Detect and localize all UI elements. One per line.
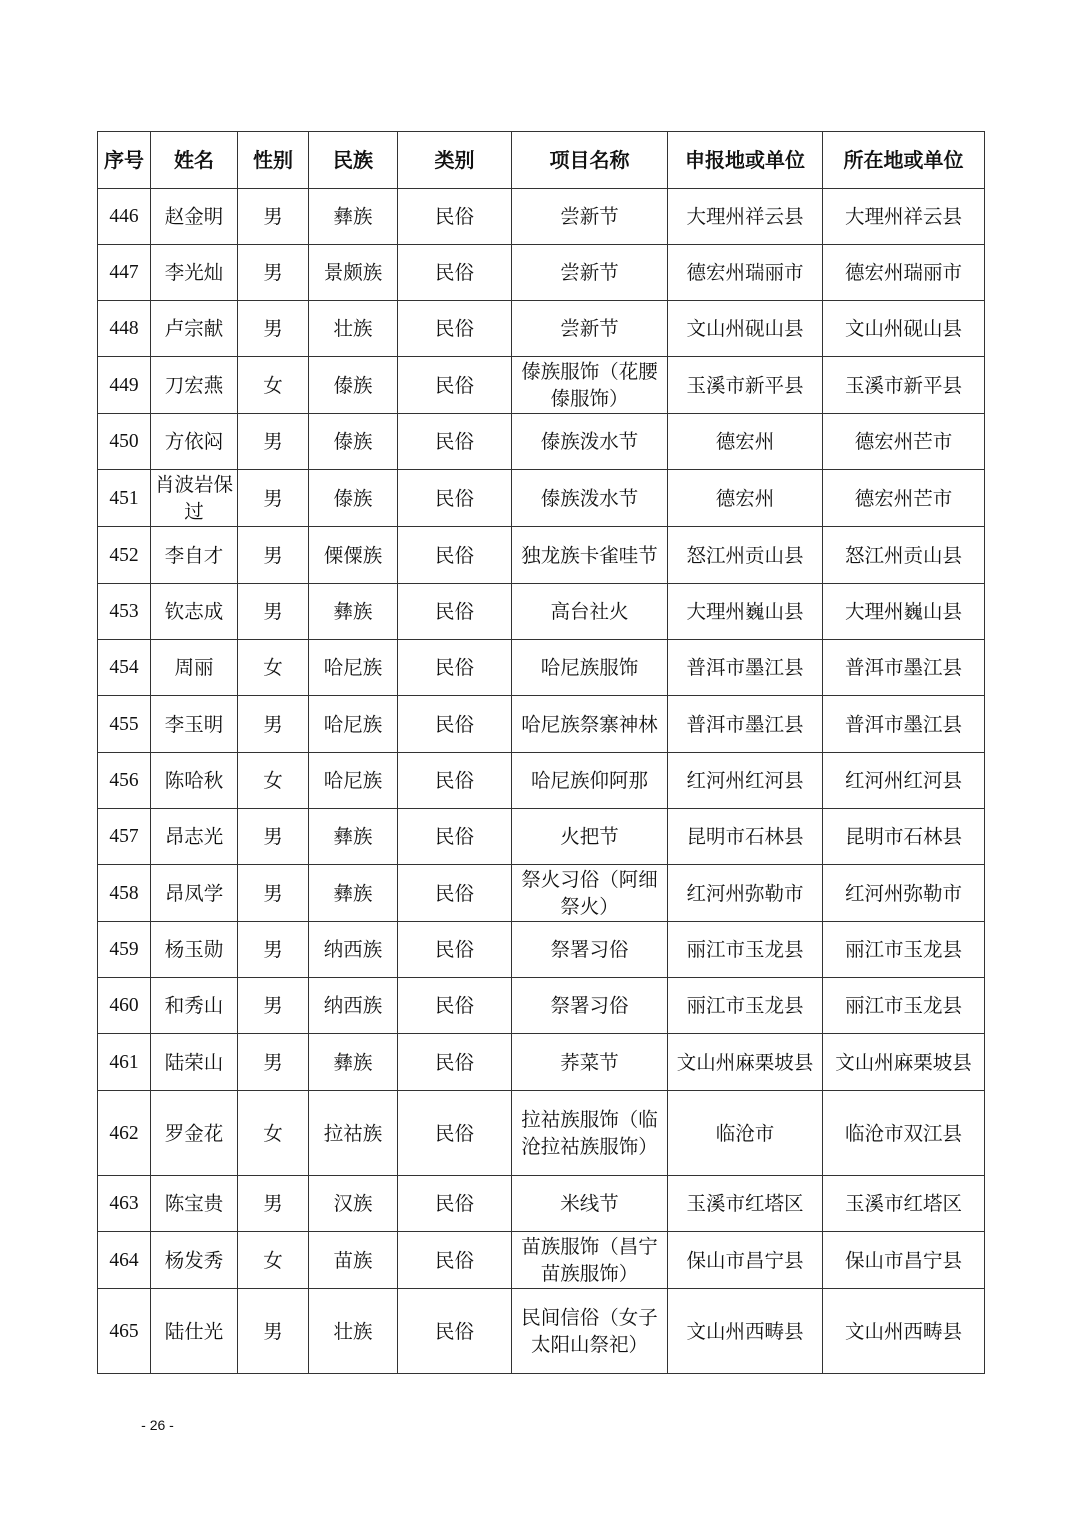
cell-ethnicity: 景颇族 [309,245,398,301]
cell-gender: 男 [238,1176,309,1232]
cell-number: 446 [98,189,151,245]
cell-number: 453 [98,584,151,640]
cell-name: 钦志成 [151,584,238,640]
cell-declared: 怒江州贡山县 [668,527,823,584]
roster-table [97,131,985,1374]
cell-name: 刀宏燕 [151,357,238,414]
cell-category: 民俗 [398,1091,512,1176]
table-row [98,809,985,865]
cell-name: 李玉明 [151,696,238,753]
cell-name: 陈哈秋 [151,753,238,809]
cell-category: 民俗 [398,922,512,978]
cell-name: 陆仕光 [151,1289,238,1374]
cell-name: 周丽 [151,640,238,696]
cell-declared: 临沧市 [668,1091,823,1176]
cell-ethnicity: 傣族 [309,414,398,470]
cell-number: 454 [98,640,151,696]
cell-location: 大理州巍山县 [823,584,985,640]
cell-name: 李光灿 [151,245,238,301]
cell-project: 尝新节 [512,189,668,245]
cell-number: 458 [98,865,151,922]
cell-gender: 男 [238,245,309,301]
cell-declared: 丽江市玉龙县 [668,978,823,1034]
cell-declared: 红河州弥勒市 [668,865,823,922]
cell-name: 陈宝贵 [151,1176,238,1232]
cell-project: 苗族服饰（昌宁苗族服饰） [512,1232,668,1289]
cell-name: 杨玉勋 [151,922,238,978]
cell-name: 陆荣山 [151,1034,238,1091]
cell-ethnicity: 壮族 [309,301,398,357]
header-cell-gender: 性别 [238,132,309,189]
cell-name: 李自才 [151,527,238,584]
cell-location: 红河州弥勒市 [823,865,985,922]
cell-project: 傣族泼水节 [512,414,668,470]
cell-category: 民俗 [398,414,512,470]
header-cell-declared: 申报地或单位 [668,132,823,189]
cell-ethnicity: 壮族 [309,1289,398,1374]
header-row [98,132,985,189]
cell-gender: 男 [238,414,309,470]
cell-ethnicity: 傣族 [309,470,398,527]
cell-number: 449 [98,357,151,414]
cell-project: 尝新节 [512,301,668,357]
cell-gender: 男 [238,865,309,922]
cell-project: 祭火习俗（阿细祭火） [512,865,668,922]
table-row [98,753,985,809]
cell-declared: 玉溪市新平县 [668,357,823,414]
cell-project: 独龙族卡雀哇节 [512,527,668,584]
cell-project: 拉祜族服饰（临沧拉祜族服饰） [512,1091,668,1176]
cell-gender: 男 [238,1034,309,1091]
cell-location: 红河州红河县 [823,753,985,809]
cell-category: 民俗 [398,640,512,696]
table-row [98,189,985,245]
cell-number: 447 [98,245,151,301]
cell-declared: 文山州西畴县 [668,1289,823,1374]
cell-gender: 男 [238,696,309,753]
header-cell-name: 姓名 [151,132,238,189]
cell-number: 451 [98,470,151,527]
cell-location: 德宏州芒市 [823,470,985,527]
cell-name: 昂凤学 [151,865,238,922]
table-row [98,470,985,527]
table-row [98,640,985,696]
cell-location: 德宏州芒市 [823,414,985,470]
cell-number: 465 [98,1289,151,1374]
cell-declared: 文山州麻栗坡县 [668,1034,823,1091]
table-row [98,1034,985,1091]
cell-number: 456 [98,753,151,809]
cell-category: 民俗 [398,470,512,527]
cell-ethnicity: 拉祜族 [309,1091,398,1176]
cell-category: 民俗 [398,1034,512,1091]
cell-gender: 男 [238,301,309,357]
cell-project: 荞菜节 [512,1034,668,1091]
cell-category: 民俗 [398,978,512,1034]
cell-number: 459 [98,922,151,978]
table-row [98,527,985,584]
page-number: - 26 - [141,1417,174,1433]
cell-gender: 女 [238,1091,309,1176]
cell-name: 和秀山 [151,978,238,1034]
cell-declared: 玉溪市红塔区 [668,1176,823,1232]
cell-declared: 红河州红河县 [668,753,823,809]
cell-gender: 男 [238,922,309,978]
cell-number: 462 [98,1091,151,1176]
cell-category: 民俗 [398,865,512,922]
cell-category: 民俗 [398,696,512,753]
cell-name: 罗金花 [151,1091,238,1176]
cell-ethnicity: 彝族 [309,865,398,922]
cell-number: 463 [98,1176,151,1232]
cell-declared: 德宏州瑞丽市 [668,245,823,301]
cell-project: 哈尼族祭寨神林 [512,696,668,753]
cell-location: 文山州砚山县 [823,301,985,357]
table-row [98,245,985,301]
cell-number: 455 [98,696,151,753]
table-row [98,978,985,1034]
cell-declared: 保山市昌宁县 [668,1232,823,1289]
cell-location: 昆明市石林县 [823,809,985,865]
cell-name: 肖波岩保过 [151,470,238,527]
header-cell-number: 序号 [98,132,151,189]
cell-category: 民俗 [398,1176,512,1232]
cell-project: 傣族服饰（花腰傣服饰） [512,357,668,414]
cell-project: 米线节 [512,1176,668,1232]
cell-location: 大理州祥云县 [823,189,985,245]
cell-gender: 女 [238,357,309,414]
table-row [98,865,985,922]
cell-project: 祭署习俗 [512,922,668,978]
cell-category: 民俗 [398,527,512,584]
table-row [98,922,985,978]
cell-ethnicity: 彝族 [309,1034,398,1091]
cell-location: 丽江市玉龙县 [823,978,985,1034]
cell-name: 赵金明 [151,189,238,245]
cell-ethnicity: 傣族 [309,357,398,414]
cell-ethnicity: 哈尼族 [309,640,398,696]
cell-ethnicity: 彝族 [309,584,398,640]
header-cell-project: 项目名称 [512,132,668,189]
cell-declared: 普洱市墨江县 [668,696,823,753]
cell-category: 民俗 [398,584,512,640]
table-row [98,1091,985,1176]
cell-gender: 男 [238,189,309,245]
cell-ethnicity: 傈僳族 [309,527,398,584]
header-cell-ethnicity: 民族 [309,132,398,189]
cell-declared: 大理州祥云县 [668,189,823,245]
table-row [98,414,985,470]
cell-number: 448 [98,301,151,357]
cell-declared: 大理州巍山县 [668,584,823,640]
cell-location: 保山市昌宁县 [823,1232,985,1289]
table-body [98,189,985,1374]
cell-category: 民俗 [398,357,512,414]
cell-gender: 女 [238,640,309,696]
cell-location: 普洱市墨江县 [823,696,985,753]
cell-name: 方依闷 [151,414,238,470]
cell-number: 464 [98,1232,151,1289]
table-row [98,1232,985,1289]
cell-declared: 普洱市墨江县 [668,640,823,696]
cell-declared: 文山州砚山县 [668,301,823,357]
cell-gender: 女 [238,753,309,809]
cell-name: 昂志光 [151,809,238,865]
cell-project: 傣族泼水节 [512,470,668,527]
cell-category: 民俗 [398,1289,512,1374]
cell-ethnicity: 汉族 [309,1176,398,1232]
cell-project: 哈尼族仰阿那 [512,753,668,809]
table-row [98,1176,985,1232]
cell-number: 452 [98,527,151,584]
header-cell-location: 所在地或单位 [823,132,985,189]
cell-project: 民间信俗（女子太阳山祭祀） [512,1289,668,1374]
cell-number: 450 [98,414,151,470]
cell-gender: 男 [238,527,309,584]
cell-gender: 男 [238,978,309,1034]
cell-project: 哈尼族服饰 [512,640,668,696]
table-row [98,696,985,753]
cell-number: 461 [98,1034,151,1091]
cell-location: 文山州麻栗坡县 [823,1034,985,1091]
cell-ethnicity: 纳西族 [309,978,398,1034]
cell-number: 460 [98,978,151,1034]
cell-category: 民俗 [398,245,512,301]
cell-location: 丽江市玉龙县 [823,922,985,978]
cell-project: 尝新节 [512,245,668,301]
table-row [98,1289,985,1374]
cell-number: 457 [98,809,151,865]
table-row [98,584,985,640]
cell-name: 杨发秀 [151,1232,238,1289]
cell-ethnicity: 彝族 [309,189,398,245]
table-row [98,301,985,357]
cell-ethnicity: 苗族 [309,1232,398,1289]
cell-declared: 德宏州 [668,414,823,470]
cell-project: 祭署习俗 [512,978,668,1034]
cell-declared: 昆明市石林县 [668,809,823,865]
table-row [98,357,985,414]
cell-category: 民俗 [398,753,512,809]
cell-ethnicity: 彝族 [309,809,398,865]
cell-gender: 女 [238,1232,309,1289]
cell-name: 卢宗献 [151,301,238,357]
cell-category: 民俗 [398,301,512,357]
cell-location: 普洱市墨江县 [823,640,985,696]
cell-gender: 男 [238,584,309,640]
cell-location: 怒江州贡山县 [823,527,985,584]
cell-location: 德宏州瑞丽市 [823,245,985,301]
cell-category: 民俗 [398,809,512,865]
cell-category: 民俗 [398,189,512,245]
cell-gender: 男 [238,809,309,865]
cell-location: 玉溪市红塔区 [823,1176,985,1232]
cell-category: 民俗 [398,1232,512,1289]
cell-ethnicity: 纳西族 [309,922,398,978]
cell-ethnicity: 哈尼族 [309,753,398,809]
cell-gender: 男 [238,470,309,527]
cell-location: 文山州西畴县 [823,1289,985,1374]
cell-ethnicity: 哈尼族 [309,696,398,753]
cell-project: 火把节 [512,809,668,865]
cell-declared: 丽江市玉龙县 [668,922,823,978]
cell-gender: 男 [238,1289,309,1374]
cell-location: 玉溪市新平县 [823,357,985,414]
header-cell-category: 类别 [398,132,512,189]
cell-location: 临沧市双江县 [823,1091,985,1176]
cell-declared: 德宏州 [668,470,823,527]
cell-project: 高台社火 [512,584,668,640]
